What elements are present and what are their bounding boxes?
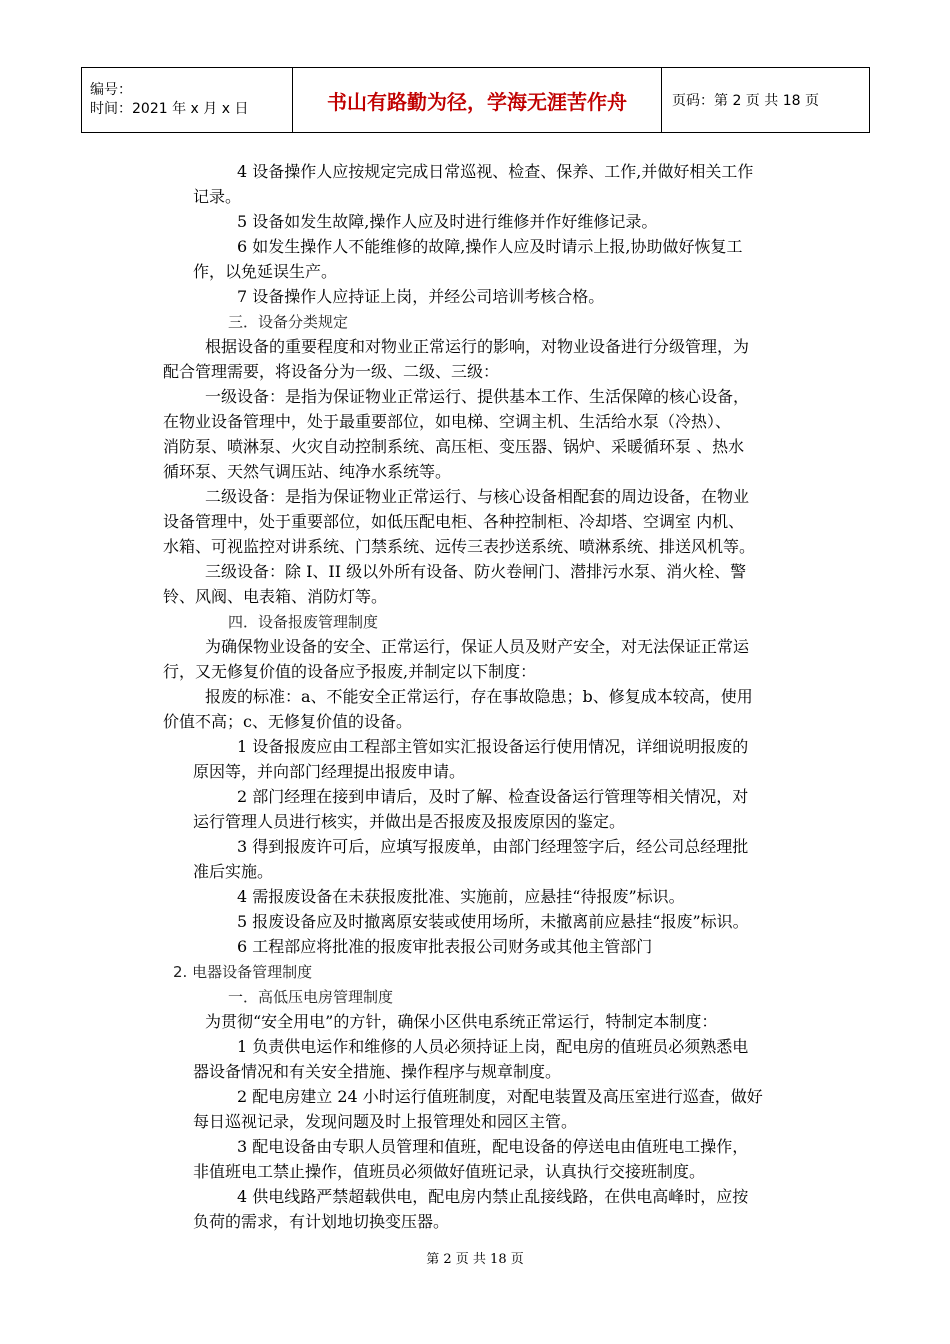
text-line: 器设备情况和有关安全措施、操作程序与规章制度。 — [193, 1062, 562, 1081]
text-line: 4 设备操作人应按规定完成日常巡视、检查、保养、工作,并做好相关工作 — [237, 162, 754, 181]
text-line: 7 设备操作人应持证上岗，并经公司培训考核合格。 — [237, 287, 605, 306]
text-line: 3 配电设备由专职人员管理和值班，配电设备的停送电由值班电工操作， — [237, 1137, 749, 1156]
section-heading: 2. 电器设备管理制度 — [173, 963, 313, 981]
text-line: 2 配电房建立 24 小时运行值班制度，对配电装置及高压室进行巡查，做好 — [237, 1087, 763, 1106]
section-heading: 一．高低压电房管理制度 — [228, 988, 394, 1006]
number-label: 编号： — [90, 82, 132, 98]
motto: 书山有路勤为径，学海无涯苦作舟 — [293, 68, 662, 133]
text-line: 一级设备：是指为保证物业正常运行、提供基本工作、生活保障的核心设备， — [205, 387, 750, 406]
text-line: 为确保物业设备的安全、正常运行，保证人员及财产安全，对无法保证正常运 — [205, 637, 750, 656]
text-line: 消防泵、喷淋泵、火灾自动控制系统、高压柜、变压器、锅炉、采暖循环泵 、热水 — [163, 437, 745, 456]
text-line: 二级设备：是指为保证物业正常运行、与核心设备相配套的周边设备，在物业 — [205, 487, 750, 506]
text-line: 6 工程部应将批准的报废审批表报公司财务或其他主管部门 — [237, 937, 653, 956]
text-line: 6 如发生操作人不能维修的故障,操作人应及时请示上报,协助做好恢复工 — [237, 237, 743, 256]
text-line: 报废的标准：a、不能安全正常运行，存在事故隐患；b、修复成本较高，使用 — [205, 687, 753, 706]
text-line: 原因等，并向部门经理提出报废申请。 — [193, 762, 466, 781]
text-line: 5 报废设备应及时撤离原安装或使用场所，未撤离前应悬挂“报废”标识。 — [237, 912, 749, 931]
text-line: 负荷的需求，有计划地切换变压器。 — [193, 1212, 450, 1231]
text-line: 三级设备：除 I、II 级以外所有设备、防火卷闸门、潜排污水泵、消火栓、警 — [205, 562, 747, 581]
section-heading: 三．设备分类规定 — [228, 313, 349, 331]
text-line: 1 负责供电运作和维修的人员必须持证上岗，配电房的值班员必须熟悉电 — [237, 1037, 749, 1056]
text-line: 4 需报废设备在未获报废批准、实施前，应悬挂“待报废”标识。 — [237, 887, 685, 906]
text-line: 1 设备报废应由工程部主管如实汇报设备运行使用情况，详细说明报废的 — [237, 737, 749, 756]
text-line: 循环泵、天然气调压站、纯净水系统等。 — [163, 462, 452, 481]
text-line: 记录。 — [193, 187, 242, 206]
header-meta — [82, 68, 293, 133]
page-header — [81, 67, 870, 133]
time-label: 时间：2021 年 x 月 x 日 — [90, 101, 249, 117]
text-line: 2 部门经理在接到申请后，及时了解、检查设备运行管理等相关情况，对 — [237, 787, 749, 806]
text-line: 非值班电工禁止操作，值班员必须做好值班记录，认真执行交接班制度。 — [193, 1162, 706, 1181]
text-line: 4 供电线路严禁超载供电，配电房内禁止乱接线路，在供电高峰时，应按 — [237, 1187, 749, 1206]
text-line: 根据设备的重要程度和对物业正常运行的影响，对物业设备进行分级管理，为 — [205, 337, 750, 356]
text-line: 运行管理人员进行核实，并做出是否报废及报废原因的鉴定。 — [193, 812, 626, 831]
text-line: 配合管理需要，将设备分为一级、二级、三级： — [163, 362, 500, 381]
text-line: 价值不高；c、无修复价值的设备。 — [163, 712, 412, 731]
text-line: 5 设备如发生故障,操作人应及时进行维修并作好维修记录。 — [237, 212, 658, 231]
text-line: 设备管理中，处于重要部位，如低压配电柜、各种控制柜、冷却塔、空调室 内机、 — [163, 512, 745, 531]
section-heading: 四．设备报废管理制度 — [228, 613, 379, 631]
text-line: 铃、风阀、电表箱、消防灯等。 — [163, 587, 388, 606]
text-line: 每日巡视记录，发现问题及时上报管理处和园区主管。 — [193, 1112, 578, 1131]
text-line: 作，以免延误生产。 — [193, 262, 338, 281]
page-footer: 第 2 页 共 18 页 — [426, 1252, 524, 1267]
text-line: 为贯彻“安全用电”的方针，确保小区供电系统正常运行，特制定本制度： — [205, 1012, 718, 1031]
text-line: 水箱、可视监控对讲系统、门禁系统、远传三表抄送系统、喷淋系统、排送风机等。 — [163, 537, 756, 556]
text-line: 行，又无修复价值的设备应予报废,并制定以下制度： — [163, 662, 537, 681]
text-line: 3 得到报废许可后，应填写报废单，由部门经理签字后，经公司总经理批 — [237, 837, 749, 856]
text-line: 在物业设备管理中，处于最重要部位，如电梯、空调主机、生活给水泵（冷热）、 — [163, 412, 732, 431]
text-line: 准后实施。 — [193, 862, 274, 881]
page-info: 页码：第 2 页 共 18 页 — [662, 68, 870, 133]
